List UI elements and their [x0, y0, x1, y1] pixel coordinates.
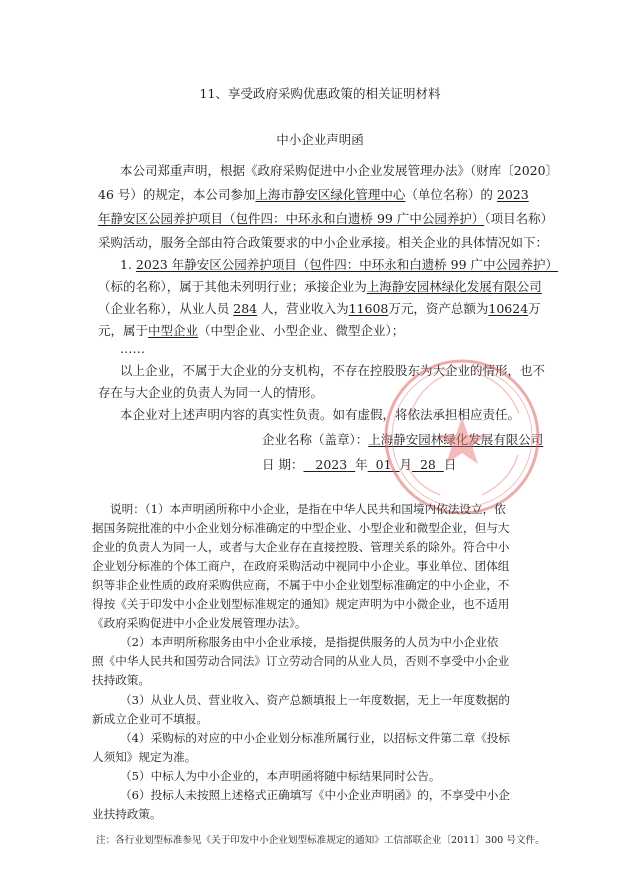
assets-value: 10624 [488, 301, 529, 316]
item-text: 人，营业收入为 [261, 301, 349, 316]
date-day: 28 [419, 457, 436, 472]
note-line: 照《中华人民共和国劳动合同法》订立劳动合同的从业人员，否则不享受中小企业 [92, 654, 510, 668]
company-name: 上海静安园林绿化发展有限公司 [366, 279, 542, 294]
project-name: 年静安区公园养护项目（包件四：中环永和白遗桥 99 广中公园养护） [98, 211, 485, 226]
date-year: 2023 [315, 457, 348, 472]
enterprise-item-line [98, 278, 542, 296]
note-line: 企业划分标准的个体工商户，在政府采购活动中视同中小企业。事业单位、团体组 [92, 559, 510, 573]
note-line: （4）采购标的对应的中小企业划分标准所属行业，以招标文件第二章《投标 [120, 731, 510, 745]
enterprise-item-line [98, 300, 541, 318]
note-line: 新成立企业可不填报。 [92, 712, 208, 726]
item-text: （企业名称），从业人员 [98, 301, 230, 316]
item-text: 元，属于 [98, 323, 149, 338]
item-number: 1. [120, 257, 132, 272]
note-line: （3）从业人员、营业收入、资产总额填报上一年度数据，无上一年度数据的 [120, 693, 510, 707]
enterprise-type: 中型企业 [148, 323, 199, 338]
ellipsis: …… [120, 341, 145, 356]
declaration-line: 本企业对上述声明内容的真实性负责。如有虚假，将依法承担相应责任。 [120, 407, 521, 422]
date-label: 日 期： [262, 457, 304, 472]
enterprise-item-line [98, 322, 404, 340]
note-line: 据国务院批准的中小企业划分标准确定的中型企业、小型企业和微型企业，但与大 [92, 521, 510, 535]
declaration-title: 中小企业声明函 [276, 132, 364, 147]
note-line: 人须知》规定为准。 [92, 750, 197, 764]
signature-company: 上海静安园林绿化发展有限公司 [368, 432, 544, 447]
revenue-value: 11608 [348, 301, 389, 316]
date-month-unit: 月 [399, 457, 413, 472]
declaration-line: 以上企业，不属于大企业的分支机构，不存在控股股东为大企业的情形，也不 [120, 363, 546, 378]
page-title: 11、享受政府采购优惠政策的相关证明材料 [199, 86, 441, 101]
declaration-line [98, 210, 553, 228]
note-line: 业扶持政策。 [92, 807, 162, 821]
signature-label: 企业名称（盖章）： [262, 432, 369, 447]
company-seal-icon [380, 355, 545, 520]
note-line: （5）中标人为中小企业的，本声明函将随中标结果同时公告。 [120, 769, 441, 783]
declaration-text: （项目名称） [484, 211, 554, 226]
date-year-unit: 年 [355, 457, 368, 472]
declaration-line: 采购活动，服务全部由符合政策要求的中小企业承接。相关企业的具体情况如下： [98, 235, 549, 250]
item-text: 万元，资产总额为 [388, 301, 489, 316]
note-line: 扶持政策。 [92, 673, 150, 687]
item-text: （中型企业、小型企业、微型企业）； [198, 323, 405, 338]
declaration-line: 存在与大企业的负责人为同一人的情形。 [98, 385, 324, 400]
declaration-line [98, 186, 529, 204]
note-line: 织等非企业性质的政府采购供应商，不属于中小企业划型标准确定的中小企业，不 [92, 578, 510, 592]
project-year: 2023 [496, 187, 529, 202]
item-text: 万 [528, 301, 541, 316]
note-line: 说明：（1）本声明函所称中小企业，是指在中华人民共和国境内依法设立，依 [110, 502, 506, 516]
enterprise-item-line [120, 256, 558, 274]
declaration-text: （单位名称）的 [405, 187, 493, 202]
footnote: 注：各行业划型标准参见《关于印发中小企业划型标准规定的通知》工信部联企业〔2011〕300 号文件。 [96, 835, 545, 846]
note-line: （6）投标人未按照上述格式正确填写《中小企业声明函》的，不享受中小企 [120, 788, 510, 802]
date-day-unit: 日 [443, 457, 457, 472]
note-line: （2）本声明所称服务由中小企业承接，是指提供服务的人员为中小企业依 [120, 635, 499, 649]
declaration-line: 本公司郑重声明，根据《政府采购促进中小企业发展管理办法》（财库〔2020〕 [120, 163, 559, 178]
note-line: 《政府采购促进中小企业发展管理办法》。 [92, 616, 307, 630]
declaration-text: 46 号）的规定，本公司参加 [98, 187, 256, 202]
item-project-name: 2023 年静安区公园养护项目（包件四：中环永和白遗桥 99 广中公园养护） [135, 257, 559, 272]
note-line: 企业的负责人为同一人，或者与大企业存在直接控股、管理关系的除外。符合中小 [92, 540, 510, 554]
item-text: （标的名称），属于其他未列明行业；承接企业为 [98, 279, 367, 294]
staff-count: 284 [233, 301, 258, 316]
purchaser-name: 上海市静安区绿化管理中心 [255, 187, 406, 202]
note-line: 得按《关于印发中小企业划型标准规定的通知》规定声明为中小微企业，也不适用 [92, 597, 510, 611]
date-month: 01 [375, 457, 392, 472]
